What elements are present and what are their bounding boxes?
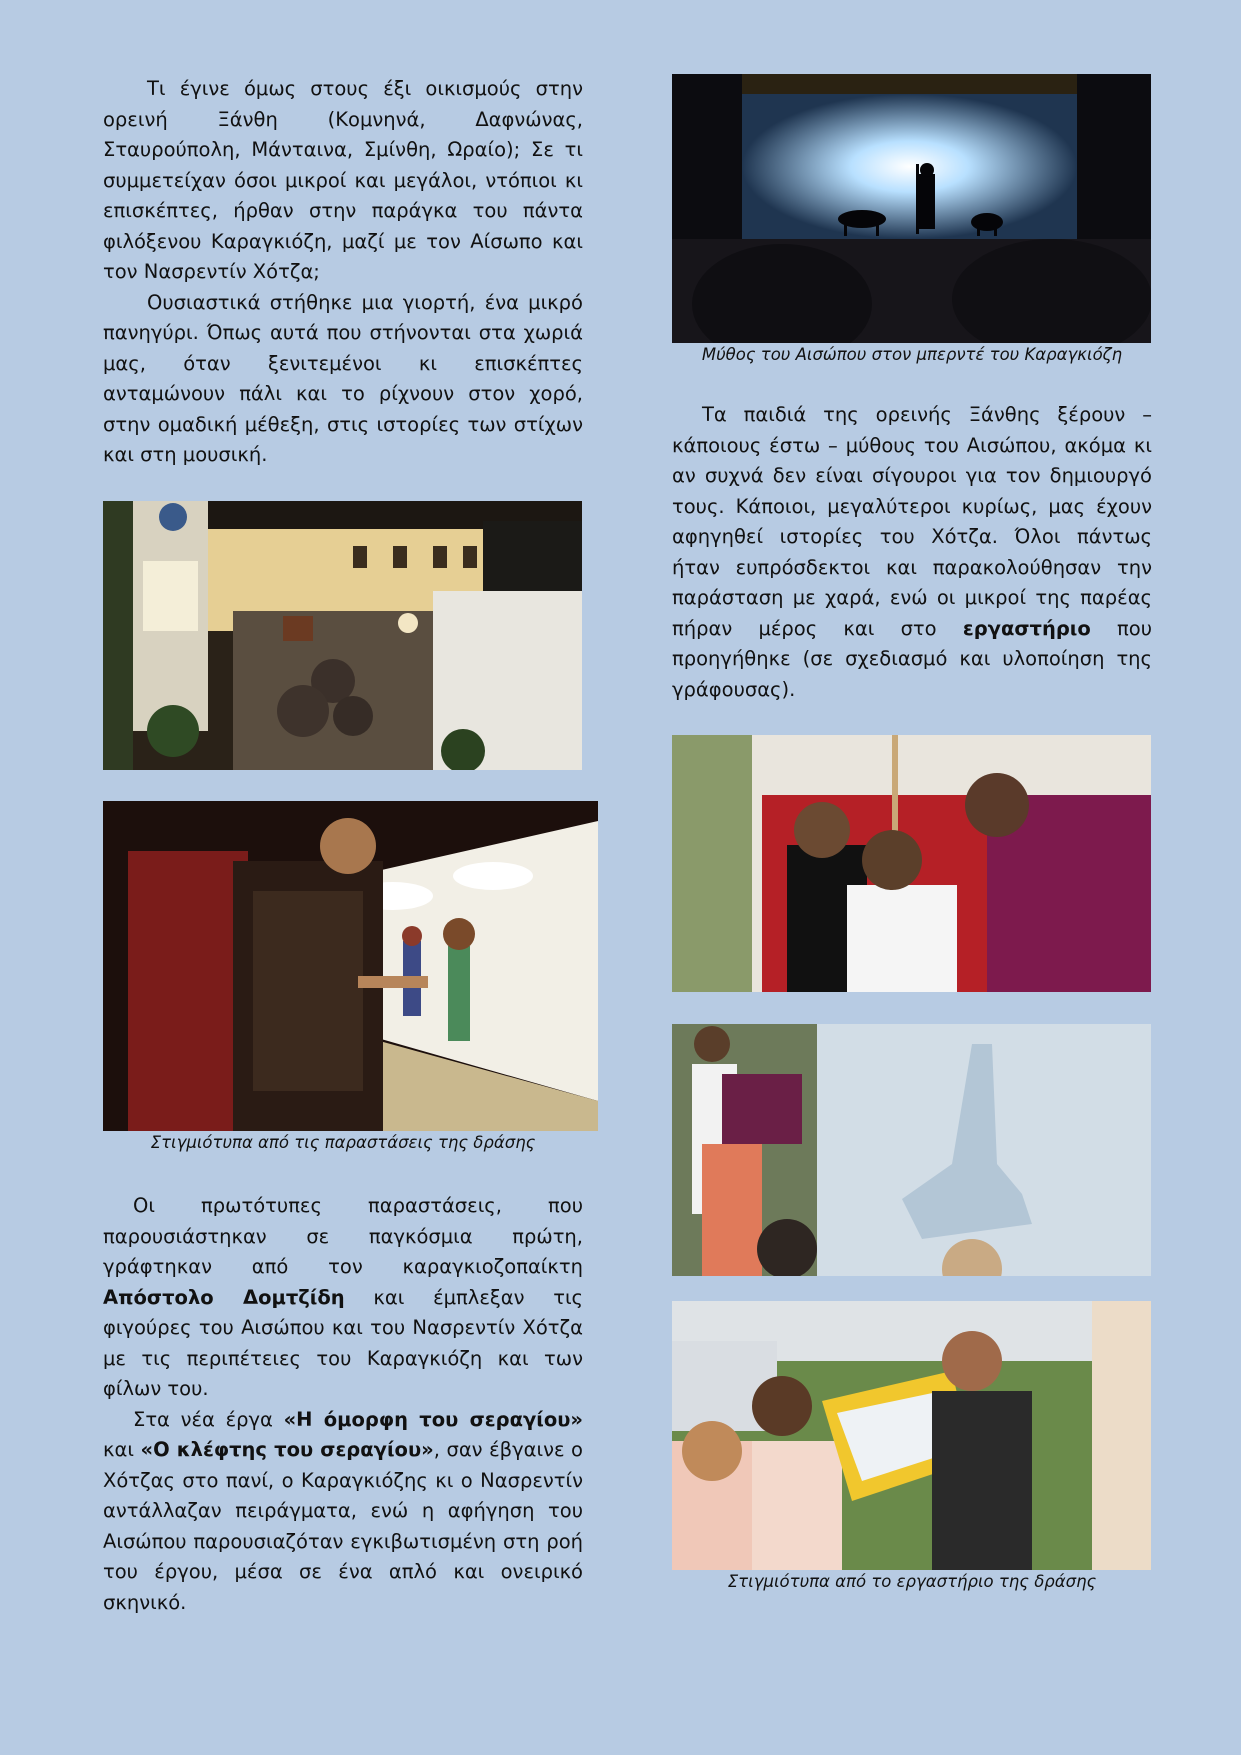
workshop-word: εργαστήριο: [962, 616, 1091, 640]
right-text: [672, 400, 1152, 705]
paragraph-original-plays: [103, 1191, 583, 1405]
play-title-1: «Η όμορφη του σεραγίου»: [283, 1407, 584, 1431]
photo-village-square-night: [103, 501, 582, 770]
p4-text-2: και: [103, 1438, 141, 1461]
p4-text-3: , σαν έβγαινε ο Χότζας στο πανί, ο Καραγκιόζης κι ο Νασρεντίν αντάλλαζαν πειράγματα, ενώ η αφήγηση του Αισώπου παρουσιαζόταν εγκιβωτισμένη στη ροή του έργου, μέσα σε ένα απλό και ονειρικό σκηνικό.: [103, 1438, 583, 1614]
paragraph-children: [672, 400, 1152, 705]
p3-text-1: Οι πρωτότυπες παραστάσεις, που παρουσιάστηκαν σε παγκόσμια πρώτη, γράφτηκαν από τον καραγκιοζοπαίκτη: [103, 1194, 583, 1278]
right-p1-text-2: που προηγήθηκε (σε σχεδιασμό και υλοποίηση της γράφουσας).: [672, 616, 1152, 701]
photo-puppeteer-backstage: [103, 801, 598, 1131]
p4-text-1: Στα νέα έργα: [133, 1407, 284, 1431]
caption-workshop: Στιγμιότυπα από το εργαστήριο της δράσης: [727, 1572, 1097, 1591]
paragraph-villages: Τι έγινε όμως στους έξι οικισμούς στην ορεινή Ξάνθη (Κομνηνά, Δαφνώνας, Σταυρούπολη, Μάνταινα, Σμίνθη, Ωραίο); Σε τι συμμετείχαν όσοι μικροί και μεγάλοι, ντόπιοι κι επισκέπτες, ήρθαν στην παράγκα του πάντα φιλόξενου Καραγκιόζη, μαζί με τον Αίσωπο και τον Νασρεντίν Χότζα;: [103, 77, 583, 283]
caption-aesop-fable: Μύθος του Αισώπου στον μπερντέ του Καραγκιόζη: [701, 345, 1123, 364]
paragraph-new-plays: [103, 1405, 583, 1619]
p3-text-2: και έμπλεξαν τις φιγούρες του Αισώπου και του Νασρεντίν Χότζα με τις περιπέτειες του Καραγκιόζη και των φίλων του.: [103, 1285, 583, 1400]
caption-performances: Στιγμιότυπα από τις παραστάσεις της δράσης: [150, 1133, 536, 1152]
photo-aesop-shadow-play: [672, 74, 1151, 343]
photo-rabbit-shadow-screen: [672, 1024, 1151, 1276]
left-intro-text: [103, 74, 583, 471]
left-bottom-text: [103, 1191, 583, 1618]
right-p1-text-1: Τα παιδιά της ορεινής Ξάνθης ξέρουν – κάποιους έστω – μύθους του Αισώπου, ακόμα κι αν συχνά δεν είναι σίγουροι για τον δημιουργό τους. Κάποιοι, μεγαλύτεροι κυρίως, μας έχουν αφηγηθεί ιστορίες του Χότζα. Όλοι πάντως ήταν ευπρόσδεκτοι και παρακολούθησαν την παράσταση με χαρά, ενώ οι μικροί της παρέας πήραν μέρος και στο: [672, 403, 1152, 640]
paragraph-festival: Ουσιαστικά στήθηκε μια γιορτή, ένα μικρό πανηγύρι. Όπως αυτά που στήνονται στα χωριά μας, όταν ξενιτεμένοι κι επισκέπτες ανταμώνουν πάλι και το ρίχνουν στον χορό, στην ομαδική μέθεξη, στις ιστορίες των στίχων και στη μουσική.: [103, 290, 583, 466]
play-title-2: «Ο κλέφτης του σεραγίου»: [140, 1438, 434, 1461]
author-name: Απόστολο Δομτζίδη: [103, 1285, 345, 1309]
photo-girls-shadow-box: [672, 1301, 1151, 1570]
photo-children-puppet-stage: [672, 735, 1151, 992]
